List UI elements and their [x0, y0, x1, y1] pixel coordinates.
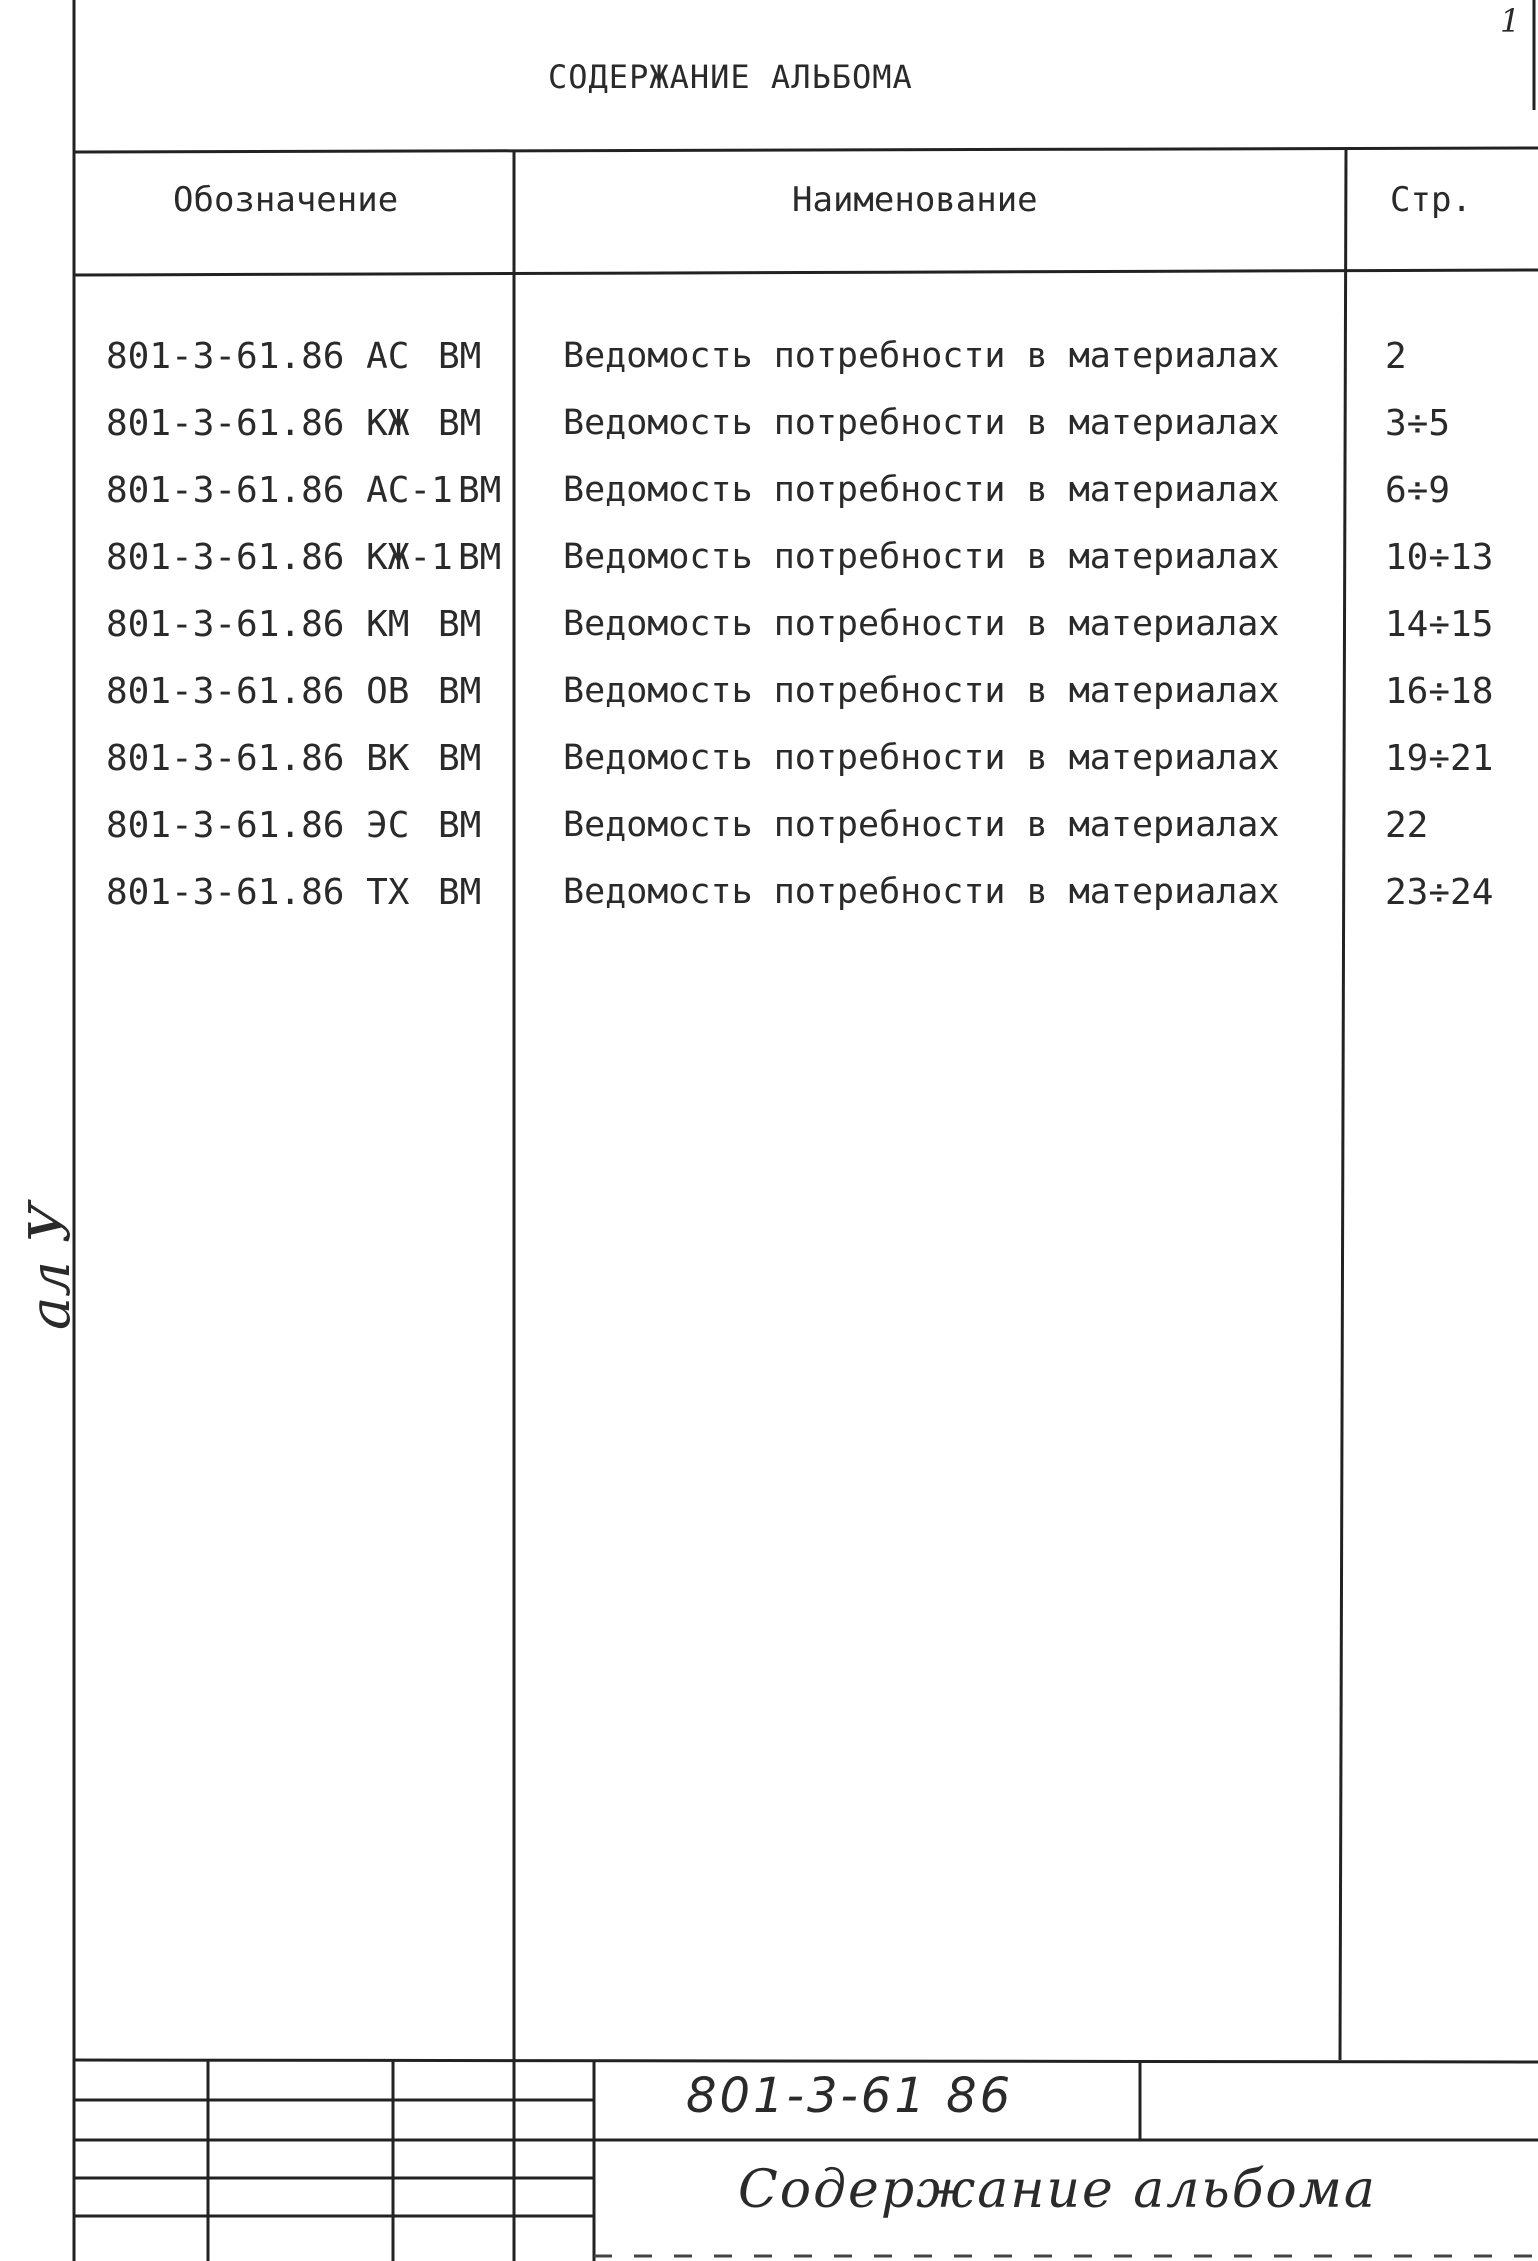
page-number: 1: [1500, 2, 1521, 40]
page-title: СОДЕРЖАНИЕ АЛЬБОМА: [548, 58, 913, 96]
row-mark: ВМ: [438, 336, 482, 377]
row-mark: ВМ: [458, 470, 502, 511]
stamp-document-code: 801-3-61 86: [686, 2068, 1014, 2124]
row-page: 22: [1385, 805, 1429, 846]
table-row: [0, 336, 1538, 403]
row-name: Ведомость потребности в материалах: [563, 403, 1280, 443]
row-code: 801-3-61.86 ОВ: [106, 671, 410, 712]
stamp-title: Содержание альбома: [738, 2160, 1377, 2220]
column-header-code: Обозначение: [173, 180, 399, 220]
column-header-page: Стр.: [1390, 180, 1472, 220]
column-header-name: Наименование: [792, 180, 1038, 220]
row-name: Ведомость потребности в материалах: [563, 470, 1280, 510]
row-page: 2: [1385, 336, 1407, 377]
row-mark: ВМ: [438, 805, 482, 846]
table-row: [0, 872, 1538, 939]
table-row: [0, 738, 1538, 805]
table-row: [0, 671, 1538, 738]
row-code: 801-3-61.86 ТХ: [106, 872, 410, 913]
row-mark: ВМ: [438, 671, 482, 712]
row-code: 801-3-61.86 АС: [106, 336, 410, 377]
margin-handwritten-note: ал У: [18, 1202, 83, 1330]
row-page: 10÷13: [1385, 537, 1494, 578]
row-page: 6÷9: [1385, 470, 1451, 511]
table-row: [0, 537, 1538, 604]
row-code: 801-3-61.86 КЖ-1: [106, 537, 453, 578]
row-code: 801-3-61.86 ЭС: [106, 805, 410, 846]
row-name: Ведомость потребности в материалах: [563, 872, 1280, 912]
row-mark: ВМ: [458, 537, 502, 578]
row-name: Ведомость потребности в материалах: [563, 738, 1280, 778]
row-name: Ведомость потребности в материалах: [563, 805, 1280, 845]
row-page: 19÷21: [1385, 738, 1494, 779]
row-name: Ведомость потребности в материалах: [563, 537, 1280, 577]
table-row: [0, 470, 1538, 537]
row-code: 801-3-61.86 АС-1: [106, 470, 453, 511]
row-code: 801-3-61.86 ВК: [106, 738, 410, 779]
row-page: 14÷15: [1385, 604, 1494, 645]
row-mark: ВМ: [438, 738, 482, 779]
row-name: Ведомость потребности в материалах: [563, 336, 1280, 376]
row-page: 3÷5: [1385, 403, 1451, 444]
row-code: 801-3-61.86 КМ: [106, 604, 410, 645]
row-mark: ВМ: [438, 604, 482, 645]
row-mark: ВМ: [438, 872, 482, 913]
row-page: 16÷18: [1385, 671, 1494, 712]
row-code: 801-3-61.86 КЖ: [106, 403, 410, 444]
row-mark: ВМ: [438, 403, 482, 444]
row-page: 23÷24: [1385, 872, 1494, 913]
table-row: [0, 805, 1538, 872]
row-name: Ведомость потребности в материалах: [563, 671, 1280, 711]
table-row: [0, 604, 1538, 671]
table-row: [0, 403, 1538, 470]
row-name: Ведомость потребности в материалах: [563, 604, 1280, 644]
